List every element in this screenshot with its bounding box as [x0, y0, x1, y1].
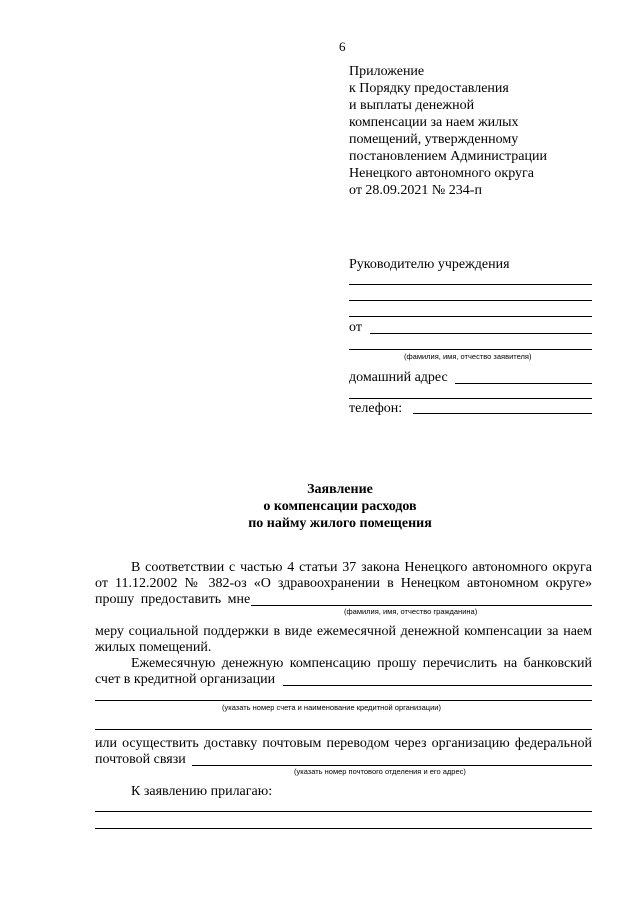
attachments-label: К заявлению прилагаю: [131, 784, 273, 799]
body-text-line: от 11.12.2002 № 382-оз «О здравоохранении в Ненецком автономном округе» [95, 576, 592, 591]
addressee-to: Руководителю учреждения [349, 257, 510, 272]
bank-account-field[interactable] [283, 685, 592, 686]
title-line: по найму жилого помещения [248, 516, 432, 531]
fio-hint: (фамилия, имя, отчество заявителя) [404, 352, 532, 361]
page-number: 6 [339, 39, 346, 54]
from-field-line2[interactable] [349, 349, 592, 350]
body-text-line: В соответствии с частью 4 статьи 37 закона Ненецкого автономного округа [131, 560, 592, 575]
home-address-field[interactable] [455, 383, 592, 384]
title-line: о компенсации расходов [263, 499, 417, 514]
addressee-blank-line[interactable] [349, 316, 592, 317]
post-office-field[interactable] [192, 765, 592, 766]
attachments-line[interactable] [95, 828, 592, 829]
addressee-blank-line[interactable] [349, 284, 592, 285]
appendix-line: компенсации за наем жилых [349, 115, 519, 130]
from-label: от [349, 320, 362, 335]
bank-account-field-line3[interactable] [95, 729, 592, 730]
body-text-line: счет в кредитной организации [95, 672, 276, 687]
body-text-line: Ежемесячную денежную компенсацию прошу перечислить на банковский [131, 656, 592, 671]
appendix-line: Приложение [349, 64, 425, 79]
appendix-line: Ненецкого автономного округа [349, 166, 534, 181]
from-field[interactable] [370, 333, 592, 334]
title-line: Заявление [307, 482, 373, 497]
appendix-line: помещений, утвержденному [349, 132, 519, 147]
bank-account-field-line2[interactable] [95, 700, 592, 701]
home-address-label: домашний адрес [349, 370, 448, 385]
body-text-line: жилых помещений. [95, 640, 212, 655]
body-text-line: почтовой связи [95, 752, 186, 767]
appendix-line: к Порядку предоставления [349, 81, 509, 96]
appendix-line: и выплаты денежной [349, 98, 475, 113]
body-text-line: или осуществить доставку почтовым переводом через организацию федеральной [95, 736, 592, 751]
document-title [200, 481, 480, 532]
body-text-line: меру социальной поддержки в виде ежемесячной денежной компенсации за наем [95, 624, 592, 639]
body-text-line: прошу предоставить мне [95, 592, 251, 607]
phone-field[interactable] [413, 413, 592, 414]
citizen-hint: (фамилия, имя, отчество гражданина) [344, 607, 478, 616]
appendix-line: от 28.09.2021 № 234-п [349, 183, 482, 198]
addressee-blank-line[interactable] [349, 300, 592, 301]
post-hint: (указать номер почтового отделения и его адрес) [294, 767, 466, 776]
appendix-block [349, 63, 547, 199]
attachments-line[interactable] [95, 811, 592, 812]
citizen-name-field[interactable] [251, 605, 592, 606]
home-address-field-line2[interactable] [349, 398, 592, 399]
account-hint: (указать номер счета и наименование кредитной организации) [222, 703, 441, 712]
appendix-line: постановлением Администрации [349, 149, 547, 164]
phone-label: телефон: [349, 401, 403, 416]
